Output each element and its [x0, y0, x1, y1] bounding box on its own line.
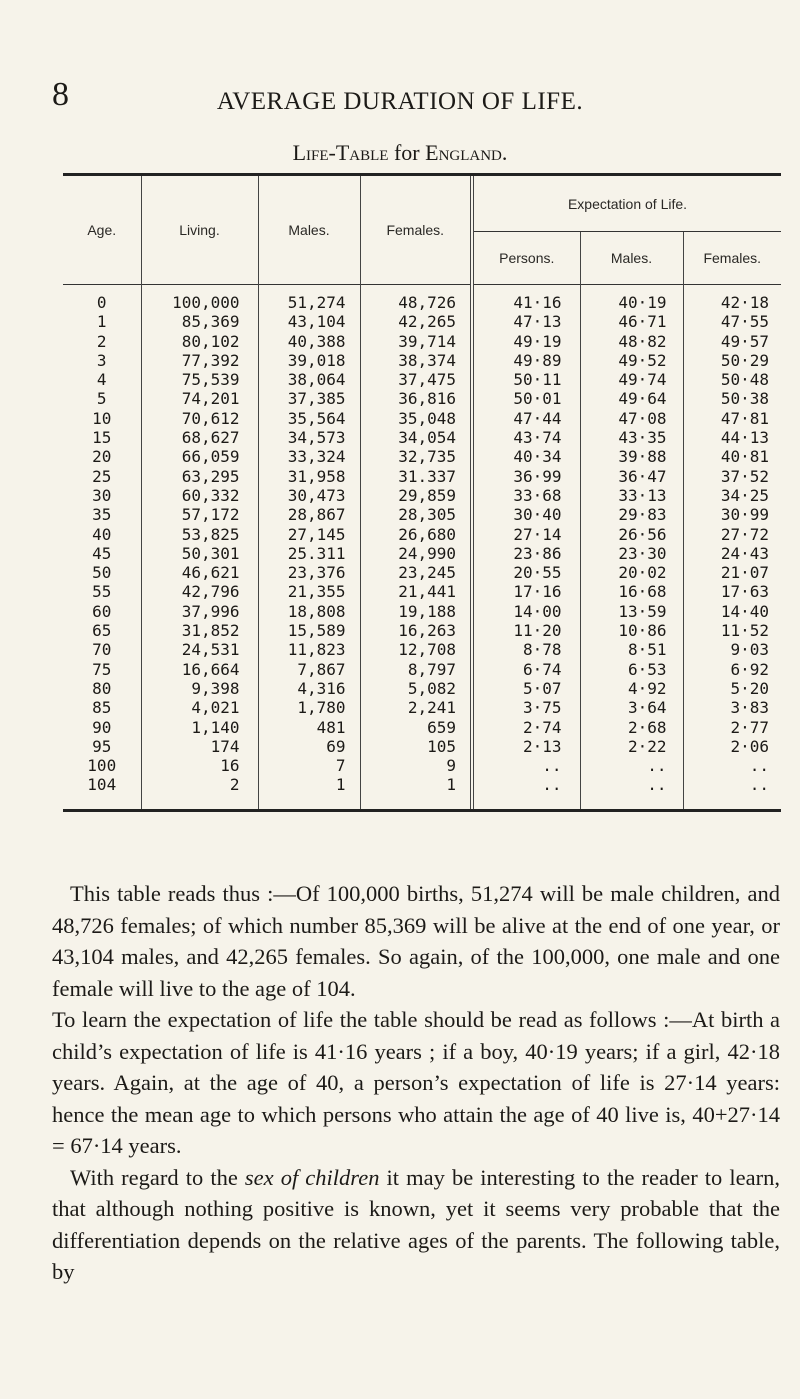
- cell-living: 100,000: [141, 285, 258, 313]
- cell-females: 12,708: [360, 640, 472, 659]
- table-row: [63, 621, 781, 640]
- table-row: [63, 563, 781, 582]
- table-row: [63, 370, 781, 389]
- cell-exp-persons: 50·01: [472, 389, 580, 408]
- table-row: [63, 698, 781, 717]
- cell-exp-persons: 40·34: [472, 447, 580, 466]
- cell-living: 46,621: [141, 563, 258, 582]
- cell-exp-males: 29·83: [580, 505, 683, 524]
- cell-exp-females: 47·55: [720, 312, 769, 332]
- cell-living: 66,059: [141, 447, 258, 466]
- cell-exp-persons: 17·16: [472, 582, 580, 601]
- table-row: [63, 467, 781, 486]
- cell-males: 38,064: [258, 370, 360, 389]
- column-header-females: Females.: [360, 176, 472, 285]
- paragraph-sex-of-children: [52, 1162, 780, 1288]
- cell-exp-females: 6·92: [730, 659, 769, 679]
- cell-living: 75,539: [141, 370, 258, 389]
- cell-age: 65: [63, 621, 141, 640]
- cell-exp-persons: 49·89: [472, 351, 580, 370]
- cell-living: 68,627: [141, 428, 258, 447]
- cell-exp-males: 47·08: [580, 409, 683, 428]
- table-row: [63, 332, 781, 351]
- table-title-suffix: England.: [425, 140, 508, 165]
- cell-females: 659: [360, 718, 472, 737]
- cell-exp-persons: 47·44: [472, 409, 580, 428]
- cell-exp-persons: 30·40: [472, 505, 580, 524]
- body-text: [52, 878, 780, 1288]
- cell-exp-females: 34·25: [720, 485, 769, 505]
- cell-males: 25.311: [258, 544, 360, 563]
- column-header-expectation-females: Females.: [703, 250, 762, 266]
- cell-males: 4,316: [258, 679, 360, 698]
- cell-age: 50: [63, 563, 141, 582]
- cell-males: 28,867: [258, 505, 360, 524]
- cell-females: 29,859: [360, 486, 472, 505]
- column-header-expectation-males: Males.: [580, 232, 683, 285]
- cell-age: 3: [63, 351, 141, 370]
- cell-living: 16,664: [141, 660, 258, 679]
- cell-exp-females: 50·48: [720, 370, 769, 390]
- cell-exp-persons: 2·74: [472, 718, 580, 737]
- cell-exp-persons: 27·14: [472, 525, 580, 544]
- cell-exp-persons: 49·19: [472, 332, 580, 351]
- table-body: [63, 285, 781, 809]
- cell-females: 28,305: [360, 505, 472, 524]
- cell-males: 15,589: [258, 621, 360, 640]
- column-header-age: Age.: [63, 176, 141, 285]
- cell-exp-persons: ..: [472, 775, 580, 808]
- cell-females: 24,990: [360, 544, 472, 563]
- cell-age: 5: [63, 389, 141, 408]
- cell-age: 4: [63, 370, 141, 389]
- cell-males: 7: [258, 756, 360, 775]
- column-header-living: Living.: [141, 176, 258, 285]
- cell-males: 7,867: [258, 660, 360, 679]
- cell-age: 104: [63, 775, 141, 808]
- table-title-prefix: Life-Table: [292, 140, 389, 165]
- cell-age: 35: [63, 505, 141, 524]
- running-head: AVERAGE DURATION OF LIFE.: [216, 88, 584, 115]
- cell-exp-persons: 6·74: [472, 660, 580, 679]
- cell-exp-males: 13·59: [580, 602, 683, 621]
- cell-age: 20: [63, 447, 141, 466]
- cell-exp-persons: 36·99: [472, 467, 580, 486]
- paragraph-sex-text-start: With regard to the: [70, 1164, 245, 1190]
- cell-males: 23,376: [258, 563, 360, 582]
- cell-age: 60: [63, 602, 141, 621]
- column-group-expectation: Expectation of Life.: [472, 176, 781, 232]
- cell-living: 57,172: [141, 505, 258, 524]
- cell-males: 1,780: [258, 698, 360, 717]
- table-row: [63, 409, 781, 428]
- table-row: [63, 602, 781, 621]
- cell-living: 50,301: [141, 544, 258, 563]
- cell-exp-males: 16·68: [580, 582, 683, 601]
- cell-males: 11,823: [258, 640, 360, 659]
- cell-living: 4,021: [141, 698, 258, 717]
- cell-exp-females: 44·13: [720, 428, 769, 448]
- paragraph-expectation: To learn the expectation of life the table should be read as follows :—At birth a child’s expectation of life is 41·16 years ; if a boy, 40·19 years; if a girl, 42·18 years. Again, at the age of 40, a person’s expectation of life is 27·14 years: hence the mean age to which persons who attain the age of 40 live is, 40+27·14 = 67·14 years.: [52, 1007, 780, 1158]
- cell-exp-males: 49·64: [580, 389, 683, 408]
- cell-females: 39,714: [360, 332, 472, 351]
- table-row: [63, 737, 781, 756]
- table-row: [63, 428, 781, 447]
- cell-females: 31.337: [360, 467, 472, 486]
- cell-exp-persons: 20·55: [472, 563, 580, 582]
- cell-exp-females: 30·99: [720, 505, 769, 525]
- cell-exp-persons: 50·11: [472, 370, 580, 389]
- cell-living: 9,398: [141, 679, 258, 698]
- cell-exp-females: 49·57: [720, 331, 769, 351]
- cell-age: 40: [63, 525, 141, 544]
- life-table-grid: [63, 176, 781, 809]
- cell-age: 55: [63, 582, 141, 601]
- table-row: [63, 447, 781, 466]
- cell-females: 23,245: [360, 563, 472, 582]
- cell-exp-persons: 41·16: [472, 285, 580, 313]
- cell-exp-females: 37·52: [720, 466, 769, 486]
- cell-exp-females: 24·43: [720, 543, 769, 563]
- cell-living: 53,825: [141, 525, 258, 544]
- cell-age: 95: [63, 737, 141, 756]
- cell-exp-males: 26·56: [580, 525, 683, 544]
- cell-age: 90: [63, 718, 141, 737]
- cell-females: 1: [360, 775, 472, 808]
- cell-females: 8,797: [360, 660, 472, 679]
- cell-age: 10: [63, 409, 141, 428]
- cell-females: 32,735: [360, 447, 472, 466]
- cell-exp-females: 2·06: [730, 736, 769, 756]
- cell-males: 69: [258, 737, 360, 756]
- table-row: [63, 505, 781, 524]
- cell-exp-females: 9·03: [730, 640, 769, 660]
- table-row: [63, 775, 781, 808]
- cell-living: 37,996: [141, 602, 258, 621]
- cell-living: 42,796: [141, 582, 258, 601]
- cell-females: 37,475: [360, 370, 472, 389]
- cell-males: 34,573: [258, 428, 360, 447]
- cell-exp-persons: 23·86: [472, 544, 580, 563]
- cell-males: 51,274: [258, 285, 360, 313]
- table-row: [63, 312, 781, 331]
- cell-females: 16,263: [360, 621, 472, 640]
- cell-exp-persons: 5·07: [472, 679, 580, 698]
- cell-females: 42,265: [360, 312, 472, 331]
- table-row: [63, 351, 781, 370]
- cell-females: 36,816: [360, 389, 472, 408]
- cell-exp-females: 42·18: [720, 293, 769, 312]
- cell-exp-males: 4·92: [580, 679, 683, 698]
- cell-females: 19,188: [360, 602, 472, 621]
- cell-living: 63,295: [141, 467, 258, 486]
- cell-males: 40,388: [258, 332, 360, 351]
- column-header-persons: Persons.: [472, 232, 580, 285]
- table-row: [63, 660, 781, 679]
- table-row: [63, 525, 781, 544]
- cell-exp-males: 40·19: [580, 285, 683, 313]
- table-title-for: for: [393, 140, 420, 165]
- cell-exp-females: 27·72: [720, 524, 769, 544]
- cell-age: 45: [63, 544, 141, 563]
- paragraph-sex-italic: sex of children: [244, 1164, 380, 1190]
- cell-age: 1: [63, 312, 141, 331]
- cell-age: 15: [63, 428, 141, 447]
- cell-exp-males: 10·86: [580, 621, 683, 640]
- cell-exp-males: 49·52: [580, 351, 683, 370]
- cell-exp-females: 21·07: [720, 563, 769, 583]
- cell-exp-males: 3·64: [580, 698, 683, 717]
- cell-males: 43,104: [258, 312, 360, 331]
- cell-exp-males: 23·30: [580, 544, 683, 563]
- table-row: [63, 640, 781, 659]
- cell-age: 100: [63, 756, 141, 775]
- paragraph-sex-text-end: it may be interesting to the reader to learn, that although nothing positive is known, yet it seems very probable that the differentiation depends on the relative ages of the parents. The following table, by: [52, 1164, 780, 1284]
- cell-exp-males: 20·02: [580, 563, 683, 582]
- cell-living: 85,369: [141, 312, 258, 331]
- cell-exp-males: 36·47: [580, 467, 683, 486]
- cell-age: 0: [63, 285, 141, 313]
- cell-males: 37,385: [258, 389, 360, 408]
- cell-living: 77,392: [141, 351, 258, 370]
- cell-exp-males: 46·71: [580, 312, 683, 331]
- cell-living: 1,140: [141, 718, 258, 737]
- table-row: [63, 544, 781, 563]
- table-row: [63, 679, 781, 698]
- cell-exp-males: ..: [580, 775, 683, 808]
- cell-exp-persons: 3·75: [472, 698, 580, 717]
- cell-exp-persons: 33·68: [472, 486, 580, 505]
- cell-exp-males: 49·74: [580, 370, 683, 389]
- cell-females: 105: [360, 737, 472, 756]
- cell-exp-females: 50·29: [720, 350, 769, 370]
- cell-age: 25: [63, 467, 141, 486]
- cell-age: 70: [63, 640, 141, 659]
- cell-males: 1: [258, 775, 360, 808]
- table-row: [63, 718, 781, 737]
- cell-exp-females: 11·52: [720, 621, 769, 641]
- cell-females: 21,441: [360, 582, 472, 601]
- cell-exp-females: 40·81: [720, 447, 769, 467]
- cell-exp-persons: 8·78: [472, 640, 580, 659]
- column-header-males: Males.: [258, 176, 360, 285]
- cell-living: 74,201: [141, 389, 258, 408]
- cell-exp-males: 2·22: [580, 737, 683, 756]
- cell-exp-females: 14·40: [720, 601, 769, 621]
- cell-exp-males: 39·88: [580, 447, 683, 466]
- cell-age: 30: [63, 486, 141, 505]
- cell-males: 18,808: [258, 602, 360, 621]
- cell-females: 35,048: [360, 409, 472, 428]
- cell-females: 38,374: [360, 351, 472, 370]
- cell-males: 481: [258, 718, 360, 737]
- cell-females: 2,241: [360, 698, 472, 717]
- cell-males: 39,018: [258, 351, 360, 370]
- table-title: [0, 140, 800, 166]
- cell-exp-persons: 2·13: [472, 737, 580, 756]
- cell-exp-males: 6·53: [580, 660, 683, 679]
- cell-living: 24,531: [141, 640, 258, 659]
- table-bottom-rule: [63, 809, 781, 812]
- cell-males: 33,324: [258, 447, 360, 466]
- cell-exp-males: 43·35: [580, 428, 683, 447]
- cell-living: 70,612: [141, 409, 258, 428]
- cell-exp-males: 48·82: [580, 332, 683, 351]
- cell-living: 31,852: [141, 621, 258, 640]
- cell-exp-persons: 47·13: [472, 312, 580, 331]
- table-row: [63, 582, 781, 601]
- cell-females: 34,054: [360, 428, 472, 447]
- cell-exp-persons: 14·00: [472, 602, 580, 621]
- cell-age: 80: [63, 679, 141, 698]
- table-row: [63, 486, 781, 505]
- cell-living: 2: [141, 775, 258, 808]
- cell-females: 9: [360, 756, 472, 775]
- cell-exp-males: 8·51: [580, 640, 683, 659]
- cell-females: 5,082: [360, 679, 472, 698]
- cell-females: 48,726: [360, 285, 472, 313]
- cell-exp-females: 50·38: [720, 389, 769, 409]
- cell-females: 26,680: [360, 525, 472, 544]
- cell-exp-males: 33·13: [580, 486, 683, 505]
- life-table: [63, 173, 781, 812]
- cell-living: 60,332: [141, 486, 258, 505]
- cell-males: 30,473: [258, 486, 360, 505]
- cell-exp-males: ..: [580, 756, 683, 775]
- table-row: [63, 285, 781, 313]
- cell-exp-females: 3·83: [730, 698, 769, 718]
- cell-living: 80,102: [141, 332, 258, 351]
- cell-males: 31,958: [258, 467, 360, 486]
- table-row: [63, 756, 781, 775]
- cell-age: 2: [63, 332, 141, 351]
- paragraph-reading-table: This table reads thus :—Of 100,000 births, 51,274 will be male children, and 48,726 females; of which number 85,369 will be alive at the end of one year, or 43,104 males, and 42,265 females. So again, of the 100,000, one male and one female will live to the age of 104.: [52, 881, 780, 1001]
- cell-living: 16: [141, 756, 258, 775]
- cell-exp-persons: 43·74: [472, 428, 580, 447]
- cell-males: 35,564: [258, 409, 360, 428]
- cell-exp-males: 2·68: [580, 718, 683, 737]
- cell-exp-persons: 11·20: [472, 621, 580, 640]
- cell-exp-persons: ..: [472, 756, 580, 775]
- cell-age: 75: [63, 660, 141, 679]
- cell-exp-females: ..: [749, 775, 769, 795]
- cell-exp-females: 2·77: [730, 717, 769, 737]
- cell-exp-females: ..: [749, 756, 769, 776]
- cell-exp-females: 47·81: [720, 408, 769, 428]
- cell-exp-females: 5·20: [730, 678, 769, 698]
- table-row: [63, 389, 781, 408]
- cell-living: 174: [141, 737, 258, 756]
- cell-exp-females: 17·63: [720, 582, 769, 602]
- cell-males: 27,145: [258, 525, 360, 544]
- cell-age: 85: [63, 698, 141, 717]
- cell-males: 21,355: [258, 582, 360, 601]
- page-number: 8: [52, 76, 69, 113]
